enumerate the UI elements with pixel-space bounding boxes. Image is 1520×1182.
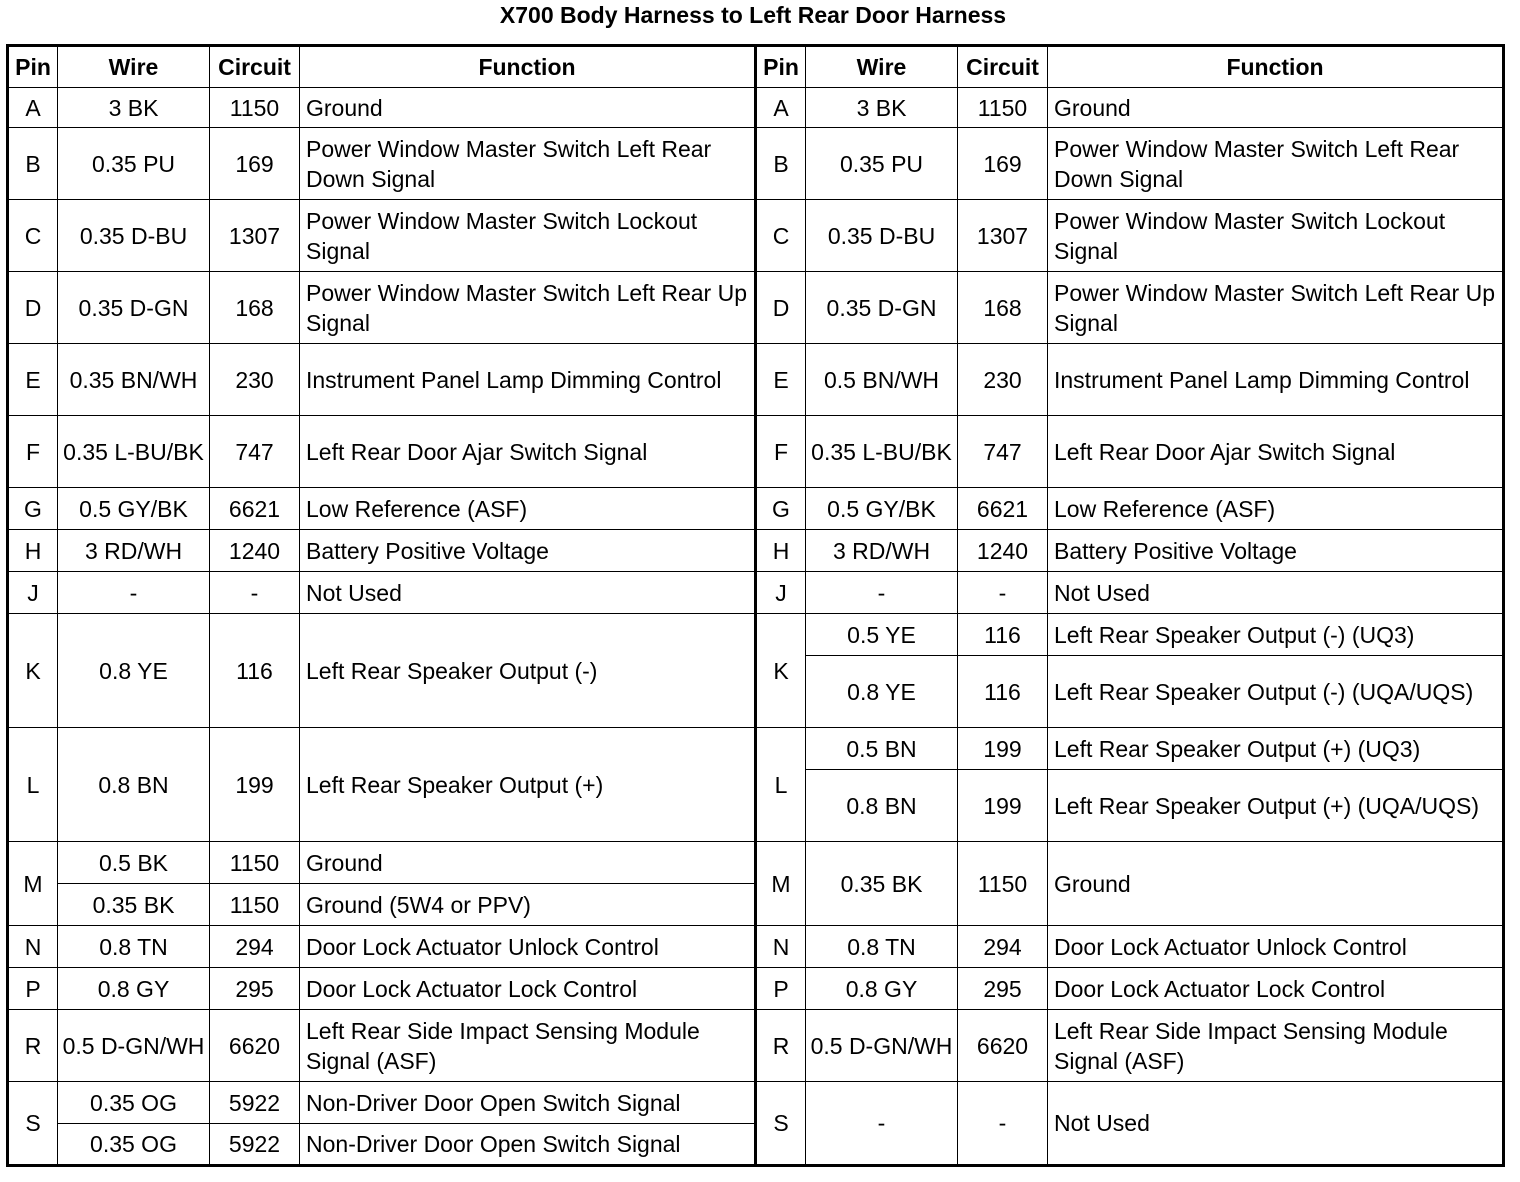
wire-cell: 0.35 D-BU [806, 200, 958, 272]
header-row [8, 46, 1504, 88]
pin-cell: J [756, 572, 806, 614]
pin-cell: D [8, 272, 58, 344]
function-cell: Ground [300, 88, 756, 128]
function-cell: Instrument Panel Lamp Dimming Control [1048, 344, 1504, 416]
circuit-cell: 6621 [210, 488, 300, 530]
circuit-cell: 169 [210, 128, 300, 200]
pin-cell: G [756, 488, 806, 530]
circuit-cell: 747 [210, 416, 300, 488]
function-cell: Door Lock Actuator Unlock Control [300, 926, 756, 968]
wire-cell: 0.5 BN [806, 728, 958, 770]
function-cell: Ground [1048, 842, 1504, 926]
table-row [8, 968, 1504, 1010]
function-cell: Power Window Master Switch Lockout Signal [1048, 200, 1504, 272]
wire-cell: 0.8 YE [806, 656, 958, 728]
circuit-cell: - [210, 572, 300, 614]
circuit-cell: 116 [958, 614, 1048, 656]
circuit-cell: 230 [210, 344, 300, 416]
circuit-cell: 5922 [210, 1082, 300, 1124]
circuit-cell: 1240 [958, 530, 1048, 572]
wire-cell: 0.35 PU [806, 128, 958, 200]
function-cell: Door Lock Actuator Unlock Control [1048, 926, 1504, 968]
wire-cell: 0.8 GY [58, 968, 210, 1010]
pin-cell: S [756, 1082, 806, 1166]
header-circuit: Circuit [958, 46, 1048, 88]
function-cell: Battery Positive Voltage [300, 530, 756, 572]
pin-cell: A [8, 88, 58, 128]
function-cell: Left Rear Side Impact Sensing Module Signal (ASF) [300, 1010, 756, 1082]
function-cell: Not Used [1048, 572, 1504, 614]
function-cell: Left Rear Speaker Output (+) (UQ3) [1048, 728, 1504, 770]
circuit-cell: 1150 [210, 842, 300, 884]
function-cell: Power Window Master Switch Left Rear Up Signal [1048, 272, 1504, 344]
function-cell: Low Reference (ASF) [1048, 488, 1504, 530]
pin-cell: R [8, 1010, 58, 1082]
circuit-cell: 199 [958, 770, 1048, 842]
wire-cell: 0.35 OG [58, 1082, 210, 1124]
pin-cell: G [8, 488, 58, 530]
table-row [8, 842, 1504, 884]
pin-cell: N [756, 926, 806, 968]
circuit-cell: 168 [210, 272, 300, 344]
function-cell: Door Lock Actuator Lock Control [300, 968, 756, 1010]
circuit-cell: 6621 [958, 488, 1048, 530]
pin-cell: R [756, 1010, 806, 1082]
table-row [8, 1010, 1504, 1082]
function-cell: Battery Positive Voltage [1048, 530, 1504, 572]
pin-cell: E [756, 344, 806, 416]
function-cell: Left Rear Door Ajar Switch Signal [300, 416, 756, 488]
table-row [8, 530, 1504, 572]
wire-cell: 0.8 GY [806, 968, 958, 1010]
circuit-cell: 5922 [210, 1124, 300, 1166]
circuit-cell: 199 [210, 728, 300, 842]
table-row [8, 344, 1504, 416]
pin-cell: H [756, 530, 806, 572]
wire-cell: 0.35 OG [58, 1124, 210, 1166]
header-function: Function [300, 46, 756, 88]
pin-cell: M [756, 842, 806, 926]
table-row [8, 572, 1504, 614]
harness-table-body [8, 88, 1504, 1166]
circuit-cell: 1240 [210, 530, 300, 572]
wire-cell: 3 BK [806, 88, 958, 128]
header-wire: Wire [58, 46, 210, 88]
circuit-cell: 1307 [210, 200, 300, 272]
pin-cell: K [756, 614, 806, 728]
pin-cell: P [8, 968, 58, 1010]
wire-cell: 0.35 BN/WH [58, 344, 210, 416]
wire-cell: 0.8 YE [58, 614, 210, 728]
wire-cell: 0.35 D-GN [58, 272, 210, 344]
pin-cell: A [756, 88, 806, 128]
function-cell: Power Window Master Switch Left Rear Up Signal [300, 272, 756, 344]
wire-cell: 0.8 TN [58, 926, 210, 968]
circuit-cell: 169 [958, 128, 1048, 200]
circuit-cell: 295 [958, 968, 1048, 1010]
function-cell: Non-Driver Door Open Switch Signal [300, 1124, 756, 1166]
circuit-cell: - [958, 572, 1048, 614]
pin-cell: N [8, 926, 58, 968]
function-cell: Not Used [1048, 1082, 1504, 1166]
function-cell: Power Window Master Switch Lockout Signal [300, 200, 756, 272]
circuit-cell: 1150 [210, 88, 300, 128]
wire-cell: 3 RD/WH [806, 530, 958, 572]
function-cell: Left Rear Door Ajar Switch Signal [1048, 416, 1504, 488]
circuit-cell: 1307 [958, 200, 1048, 272]
pin-cell: M [8, 842, 58, 926]
table-row [8, 614, 1504, 656]
circuit-cell: - [958, 1082, 1048, 1166]
circuit-cell: 199 [958, 728, 1048, 770]
pin-cell: H [8, 530, 58, 572]
wire-cell: 0.35 D-GN [806, 272, 958, 344]
pin-cell: S [8, 1082, 58, 1166]
pin-cell: E [8, 344, 58, 416]
pin-cell: F [8, 416, 58, 488]
wire-cell: - [806, 1082, 958, 1166]
circuit-cell: 747 [958, 416, 1048, 488]
table-row [8, 728, 1504, 770]
pin-cell: F [756, 416, 806, 488]
function-cell: Left Rear Speaker Output (+) [300, 728, 756, 842]
function-cell: Power Window Master Switch Left Rear Down Signal [300, 128, 756, 200]
circuit-cell: 116 [958, 656, 1048, 728]
pin-cell: L [8, 728, 58, 842]
wire-cell: 0.8 BN [58, 728, 210, 842]
function-cell: Left Rear Speaker Output (+) (UQA/UQS) [1048, 770, 1504, 842]
wire-cell: 0.35 BK [806, 842, 958, 926]
wire-cell: 0.5 BK [58, 842, 210, 884]
wire-cell: 0.5 BN/WH [806, 344, 958, 416]
circuit-cell: 1150 [958, 88, 1048, 128]
circuit-cell: 168 [958, 272, 1048, 344]
circuit-cell: 116 [210, 614, 300, 728]
wire-cell: - [58, 572, 210, 614]
function-cell: Left Rear Speaker Output (-) (UQA/UQS) [1048, 656, 1504, 728]
wire-cell: 0.5 GY/BK [58, 488, 210, 530]
pin-cell: K [8, 614, 58, 728]
function-cell: Non-Driver Door Open Switch Signal [300, 1082, 756, 1124]
function-cell: Left Rear Speaker Output (-) (UQ3) [1048, 614, 1504, 656]
function-cell: Power Window Master Switch Left Rear Down Signal [1048, 128, 1504, 200]
header-circuit: Circuit [210, 46, 300, 88]
circuit-cell: 6620 [210, 1010, 300, 1082]
circuit-cell: 295 [210, 968, 300, 1010]
table-row [8, 926, 1504, 968]
wire-cell: 0.35 L-BU/BK [58, 416, 210, 488]
wire-cell: 0.8 BN [806, 770, 958, 842]
table-row [8, 128, 1504, 200]
header-pin: Pin [8, 46, 58, 88]
circuit-cell: 294 [958, 926, 1048, 968]
function-cell: Left Rear Speaker Output (-) [300, 614, 756, 728]
circuit-cell: 1150 [210, 884, 300, 926]
table-row [8, 88, 1504, 128]
circuit-cell: 1150 [958, 842, 1048, 926]
function-cell: Ground (5W4 or PPV) [300, 884, 756, 926]
pin-cell: D [756, 272, 806, 344]
function-cell: Low Reference (ASF) [300, 488, 756, 530]
wire-cell: 0.35 BK [58, 884, 210, 926]
circuit-cell: 6620 [958, 1010, 1048, 1082]
wire-cell: 0.35 PU [58, 128, 210, 200]
wire-cell: 0.5 D-GN/WH [58, 1010, 210, 1082]
function-cell: Ground [300, 842, 756, 884]
pin-cell: C [8, 200, 58, 272]
function-cell: Not Used [300, 572, 756, 614]
wire-cell: 3 BK [58, 88, 210, 128]
header-wire: Wire [806, 46, 958, 88]
wire-cell: 0.5 YE [806, 614, 958, 656]
wire-cell: 0.35 L-BU/BK [806, 416, 958, 488]
function-cell: Door Lock Actuator Lock Control [1048, 968, 1504, 1010]
pin-cell: B [8, 128, 58, 200]
wire-cell: 3 RD/WH [58, 530, 210, 572]
wire-cell: 0.5 D-GN/WH [806, 1010, 958, 1082]
wire-cell: 0.8 TN [806, 926, 958, 968]
function-cell: Ground [1048, 88, 1504, 128]
header-function: Function [1048, 46, 1504, 88]
wire-cell: - [806, 572, 958, 614]
pin-cell: J [8, 572, 58, 614]
table-row [8, 416, 1504, 488]
pin-cell: B [756, 128, 806, 200]
wire-cell: 0.35 D-BU [58, 200, 210, 272]
pin-cell: P [756, 968, 806, 1010]
circuit-cell: 294 [210, 926, 300, 968]
wire-cell: 0.5 GY/BK [806, 488, 958, 530]
circuit-cell: 230 [958, 344, 1048, 416]
function-cell: Instrument Panel Lamp Dimming Control [300, 344, 756, 416]
table-row [8, 1082, 1504, 1124]
pin-cell: L [756, 728, 806, 842]
table-row [8, 272, 1504, 344]
pin-cell: C [756, 200, 806, 272]
harness-table [6, 44, 1505, 1167]
table-row [8, 200, 1504, 272]
table-row [8, 488, 1504, 530]
header-pin: Pin [756, 46, 806, 88]
function-cell: Left Rear Side Impact Sensing Module Signal (ASF) [1048, 1010, 1504, 1082]
document-title: X700 Body Harness to Left Rear Door Harness [499, 2, 1007, 28]
